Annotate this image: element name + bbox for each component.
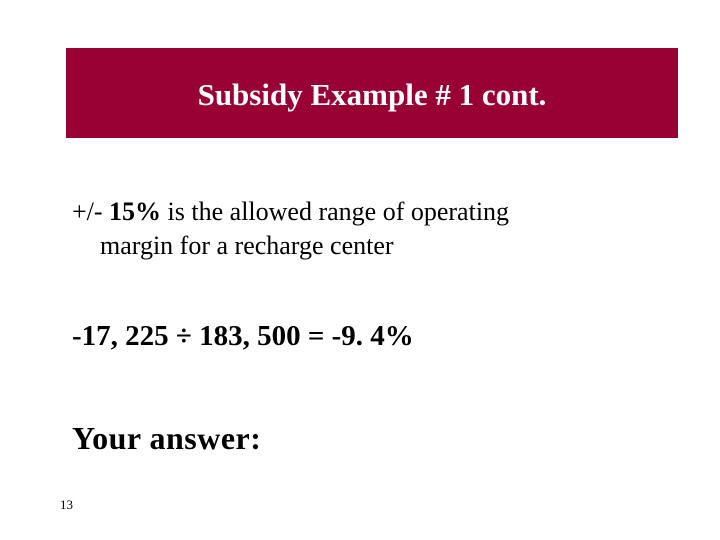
paragraph-line1-rest: is the allowed range of operating xyxy=(161,197,510,226)
slide-number: 13 xyxy=(60,497,73,512)
paragraph-line2: margin for a recharge center xyxy=(100,231,394,260)
paragraph-prefix: +/- xyxy=(72,197,110,226)
paragraph-bold-value: 15% xyxy=(109,197,162,226)
formula-text: -17, 225 ÷ 183, 500 = -9. 4% xyxy=(72,320,414,352)
range-paragraph xyxy=(72,195,672,263)
answer-prompt: Your answer: xyxy=(72,420,262,456)
slide-title: Subsidy Example # 1 cont. xyxy=(197,77,547,112)
title-banner xyxy=(66,48,678,138)
